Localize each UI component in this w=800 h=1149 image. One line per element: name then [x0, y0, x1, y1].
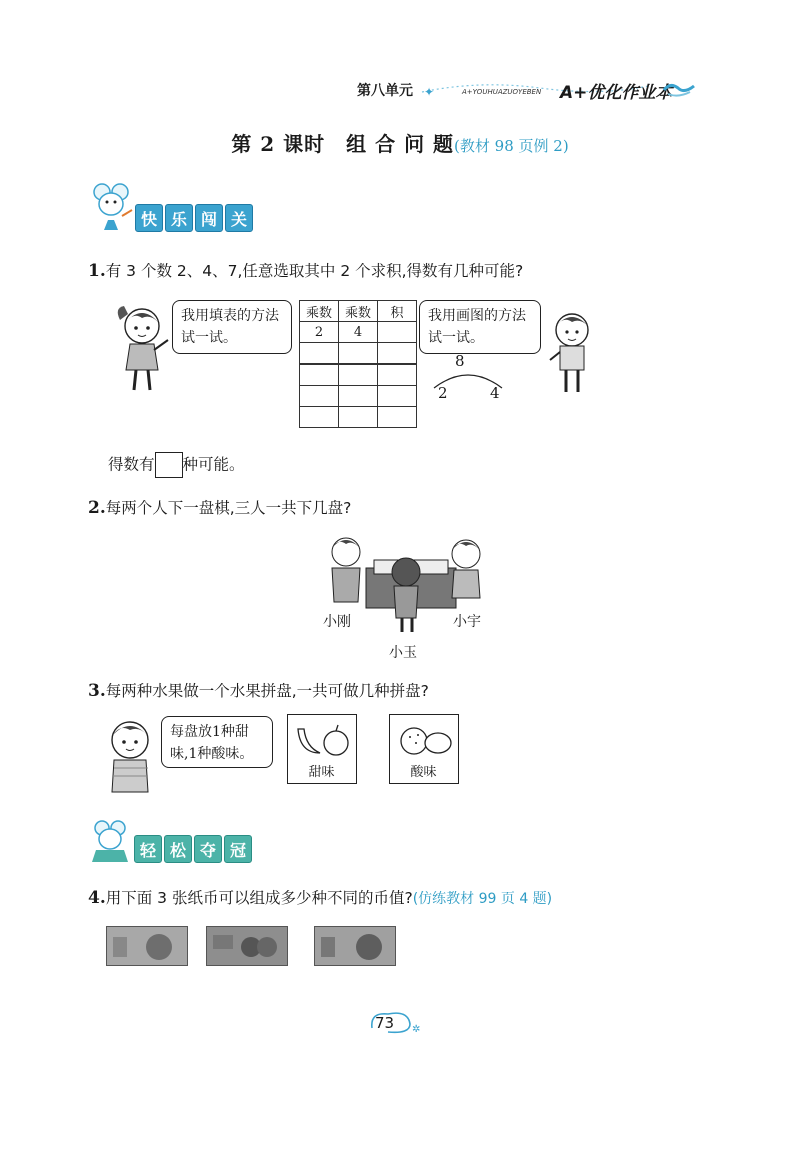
table-cell[interactable] — [378, 386, 417, 407]
table-cell[interactable] — [300, 407, 339, 428]
lesson-title-main: 第 2 课时 组 合 问 题 — [231, 132, 455, 156]
name-xiaoyu-2: 小玉 — [389, 645, 417, 661]
table-cell[interactable] — [378, 364, 417, 386]
sweet-label: 甜味 — [308, 765, 335, 780]
sour-label: 酸味 — [410, 765, 437, 780]
unit-label: 第八单元 — [357, 83, 413, 99]
product-table — [299, 300, 417, 428]
table-cell: 4 — [339, 322, 378, 343]
table-cell[interactable] — [300, 364, 339, 386]
svg-text:✲: ✲ — [412, 1024, 421, 1035]
answer-line-q1: 得数有 种可能。 — [108, 452, 245, 478]
table-cell[interactable] — [339, 386, 378, 407]
table-cell: 2 — [300, 322, 339, 343]
mouse-mascot-icon — [88, 180, 134, 232]
name-xiaogang: 小刚 — [323, 614, 351, 630]
orange-lemon-icon — [396, 723, 454, 759]
table-header: 积 — [378, 301, 417, 322]
page-number: 73 — [375, 1014, 395, 1032]
lesson-title-ref: (教材 98 页例 2) — [454, 137, 569, 155]
section-badge-kuailechuangguan: 快 乐 闯 关 — [135, 204, 253, 232]
banknote-2-yuan — [206, 926, 288, 966]
banknote-1-icon — [107, 927, 188, 966]
boy-illustration — [548, 308, 596, 396]
banana-apple-icon — [294, 723, 352, 759]
table-header: 乘数 — [339, 301, 378, 322]
question-4: 4.用下面 3 张纸币可以组成多少种不同的币值?(仿练教材 99 页 4 题) — [88, 888, 553, 908]
svg-text:✦: ✦ — [424, 85, 435, 99]
banknote-1-yuan — [106, 926, 188, 966]
table-cell-answer[interactable] — [378, 322, 417, 343]
banknote-5-icon — [315, 927, 396, 966]
diagram-right-number: 4 — [490, 384, 500, 402]
table-cell[interactable] — [339, 343, 378, 365]
diagram-product-label: 8 — [455, 352, 465, 370]
answer-box[interactable] — [155, 452, 183, 478]
sour-fruit-panel — [389, 714, 459, 784]
diagram-left-number: 2 — [438, 384, 448, 402]
mouse-runner-icon — [88, 818, 134, 864]
name-xiaoyu-1: 小宇 — [453, 614, 481, 630]
speech-bubble-table-method: 我用填表的方法试一试。 — [172, 300, 292, 354]
table-header: 乘数 — [300, 301, 339, 322]
section-badge-qingsongduoguan: 轻 松 夺 冠 — [134, 835, 252, 863]
table-cell[interactable] — [339, 364, 378, 386]
table-cell[interactable] — [378, 407, 417, 428]
brand-logo: A+优化作业本 — [560, 83, 673, 103]
question-3: 3.每两种水果做一个水果拼盘,一共可做几种拼盘? — [88, 681, 429, 701]
table-cell[interactable] — [378, 343, 417, 365]
question-1: 1.有 3 个数 2、4、7,任意选取其中 2 个求积,得数有几种可能? — [88, 261, 524, 281]
swirl-icon — [660, 80, 700, 100]
header-pinyin: A+YOUHUAZUOYEBEN — [462, 88, 542, 96]
banknote-5-yuan — [314, 926, 396, 966]
lesson-title — [0, 128, 800, 157]
question-2: 2.每两个人下一盘棋,三人一共下几盘? — [88, 498, 352, 518]
table-cell[interactable] — [300, 386, 339, 407]
child-illustration — [102, 716, 158, 794]
sweet-fruit-panel — [287, 714, 357, 784]
banknote-2-icon — [207, 927, 288, 966]
speech-bubble-fruit-rule: 每盘放1种甜味,1种酸味。 — [161, 716, 273, 768]
table-cell[interactable] — [339, 407, 378, 428]
girl-illustration — [110, 300, 172, 396]
speech-bubble-diagram-method: 我用画图的方法试一试。 — [419, 300, 541, 354]
table-cell[interactable] — [300, 343, 339, 365]
